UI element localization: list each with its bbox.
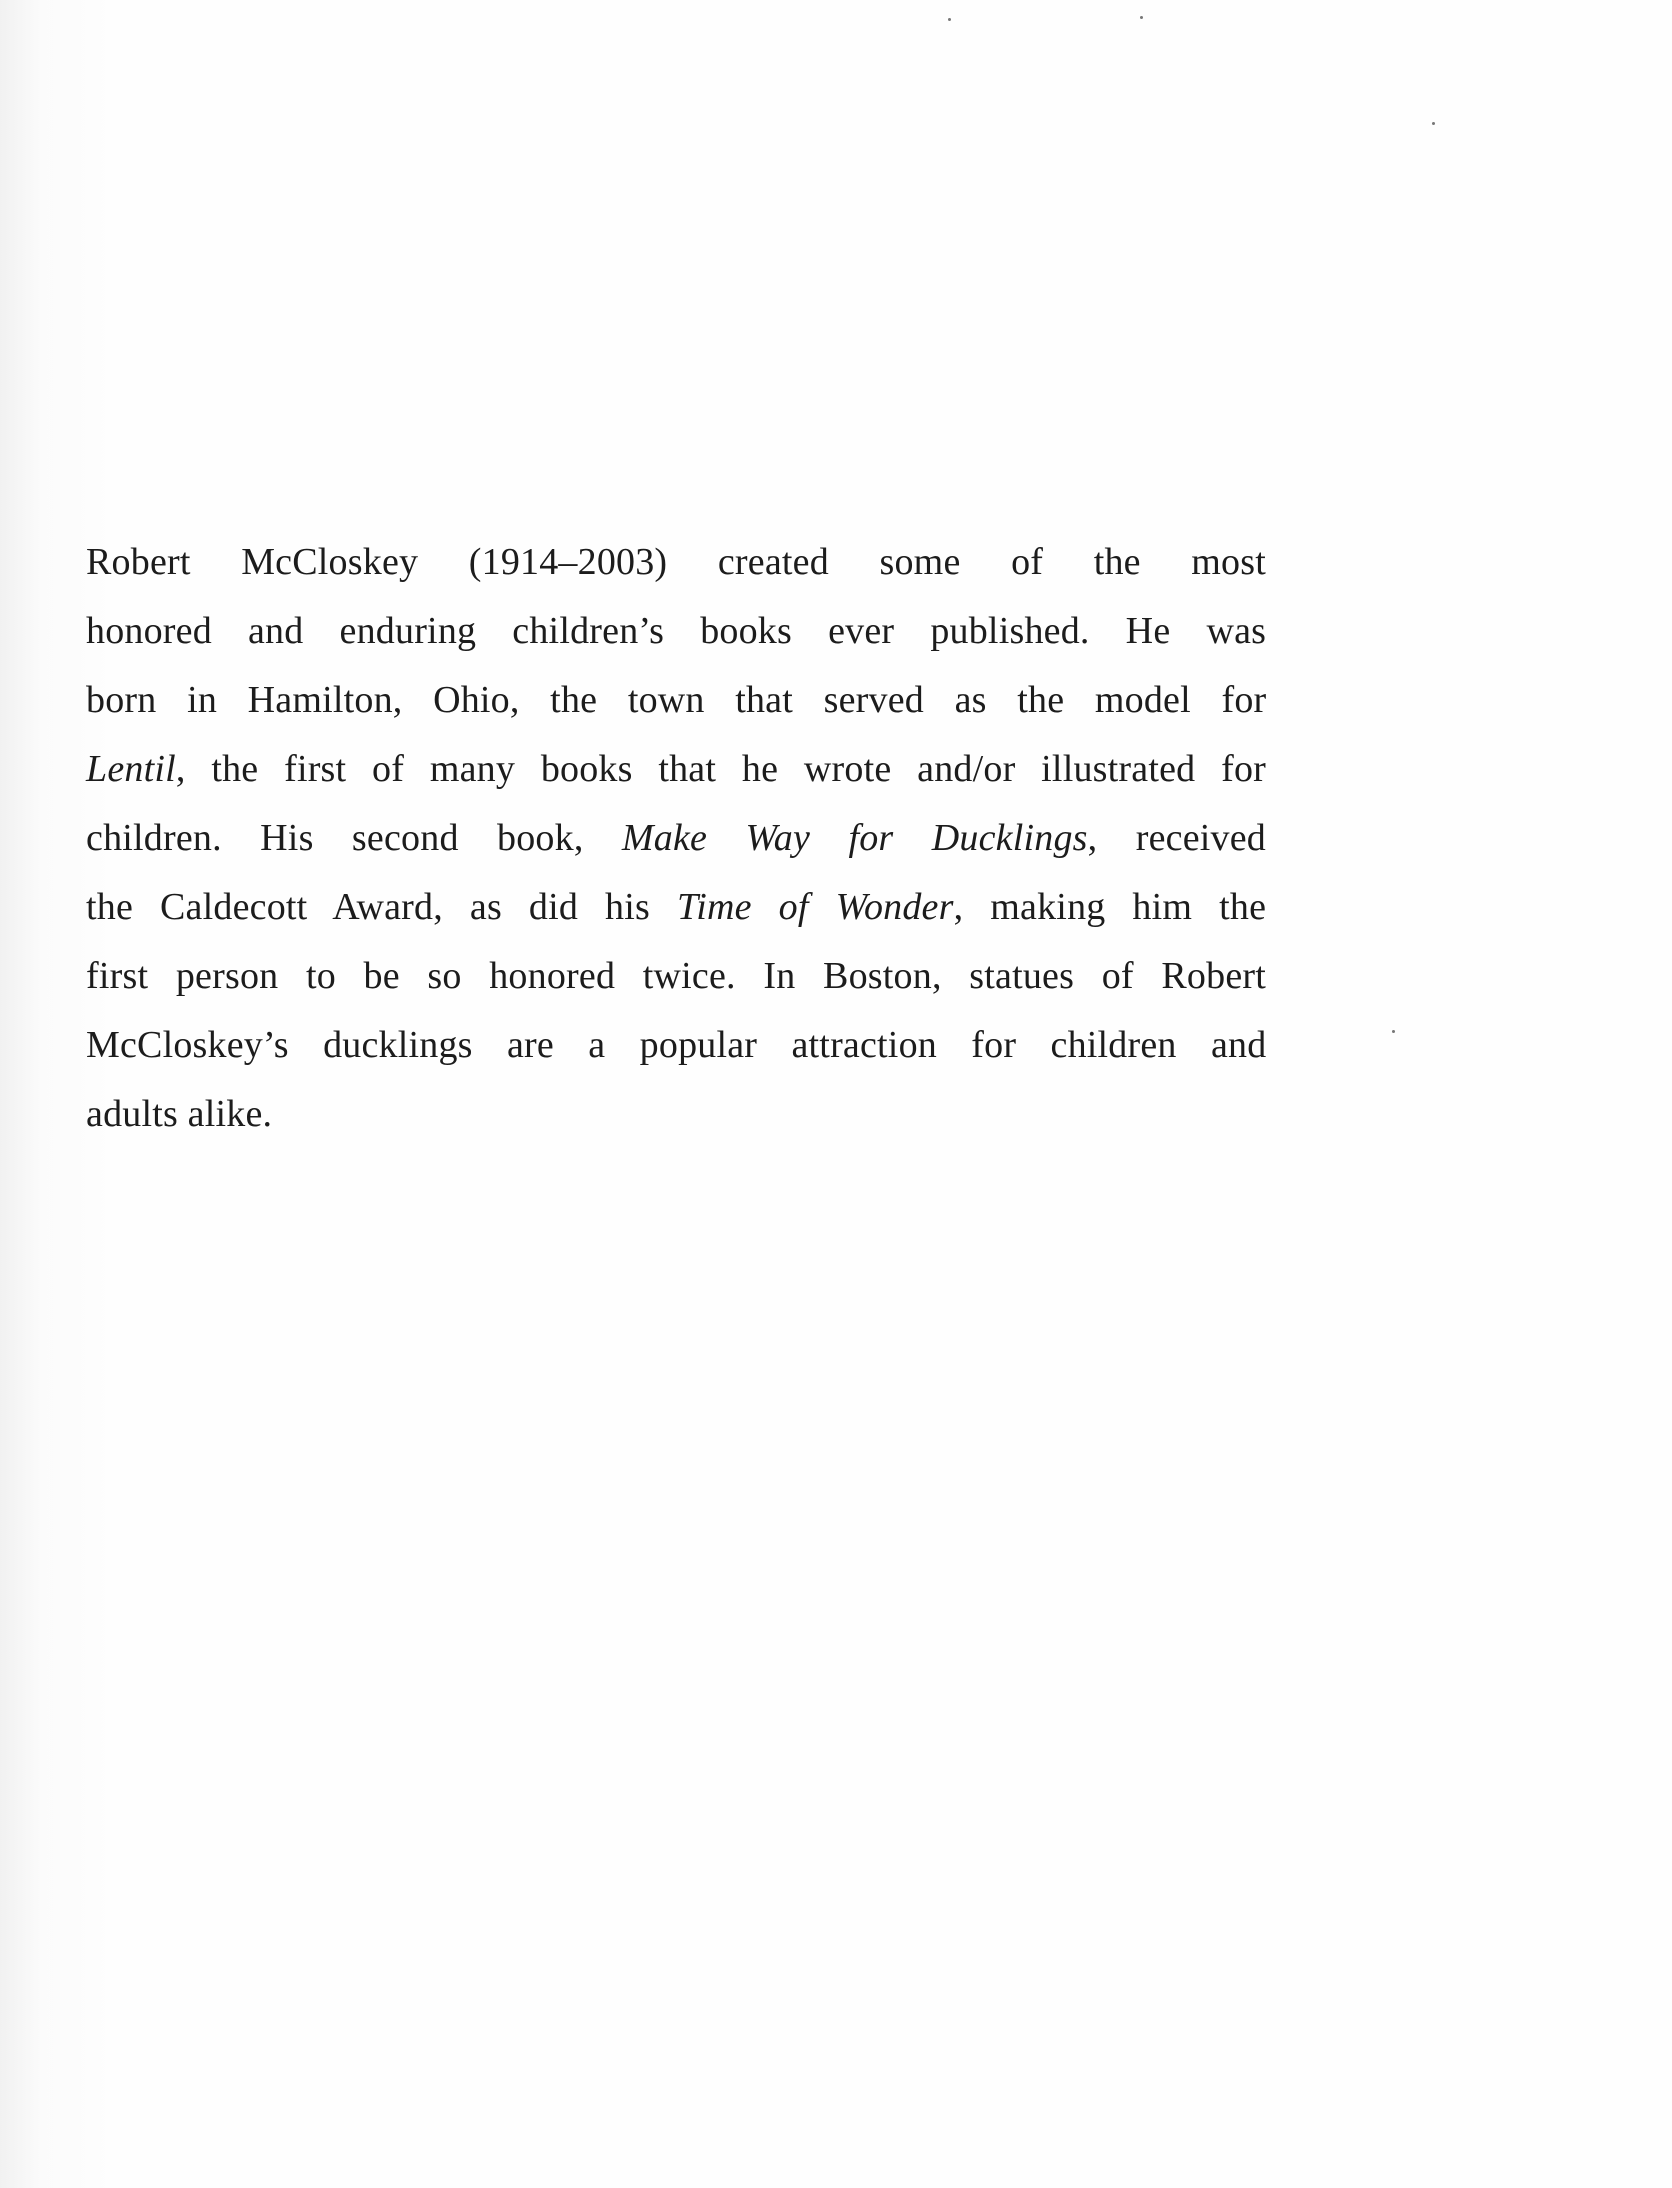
bio-line: the Caldecott Award, as did his Time of Wonder, making him the	[86, 886, 1267, 928]
bio-line: first person to be so honored twice. In Boston, statues of Robert	[86, 955, 1266, 997]
author-biography	[86, 528, 1266, 1149]
dust-speck	[1432, 122, 1435, 125]
book-title-lentil: Lentil	[86, 748, 176, 790]
bio-line: McCloskey’s ducklings are a popular attraction for children and	[86, 1024, 1267, 1066]
dust-speck	[1392, 1030, 1395, 1033]
bio-line: Robert McCloskey (1914–2003) created some of the most	[86, 541, 1266, 583]
bio-line: Lentil, the first of many books that he wrote and/or illustrated for	[86, 748, 1266, 790]
book-title-make-way-for-ducklings: Make Way for Ducklings	[621, 817, 1088, 859]
bio-line: honored and enduring children’s books ever published. He was	[86, 610, 1267, 652]
dust-speck	[948, 18, 951, 21]
dust-speck	[1140, 16, 1143, 19]
book-title-time-of-wonder: Time of Wonder	[676, 886, 954, 928]
bio-line: adults alike.	[86, 1093, 273, 1135]
bio-line: children. His second book, Make Way for Ducklings, received	[86, 817, 1266, 859]
bio-line: born in Hamilton, Ohio, the town that served as the model for	[86, 679, 1267, 721]
